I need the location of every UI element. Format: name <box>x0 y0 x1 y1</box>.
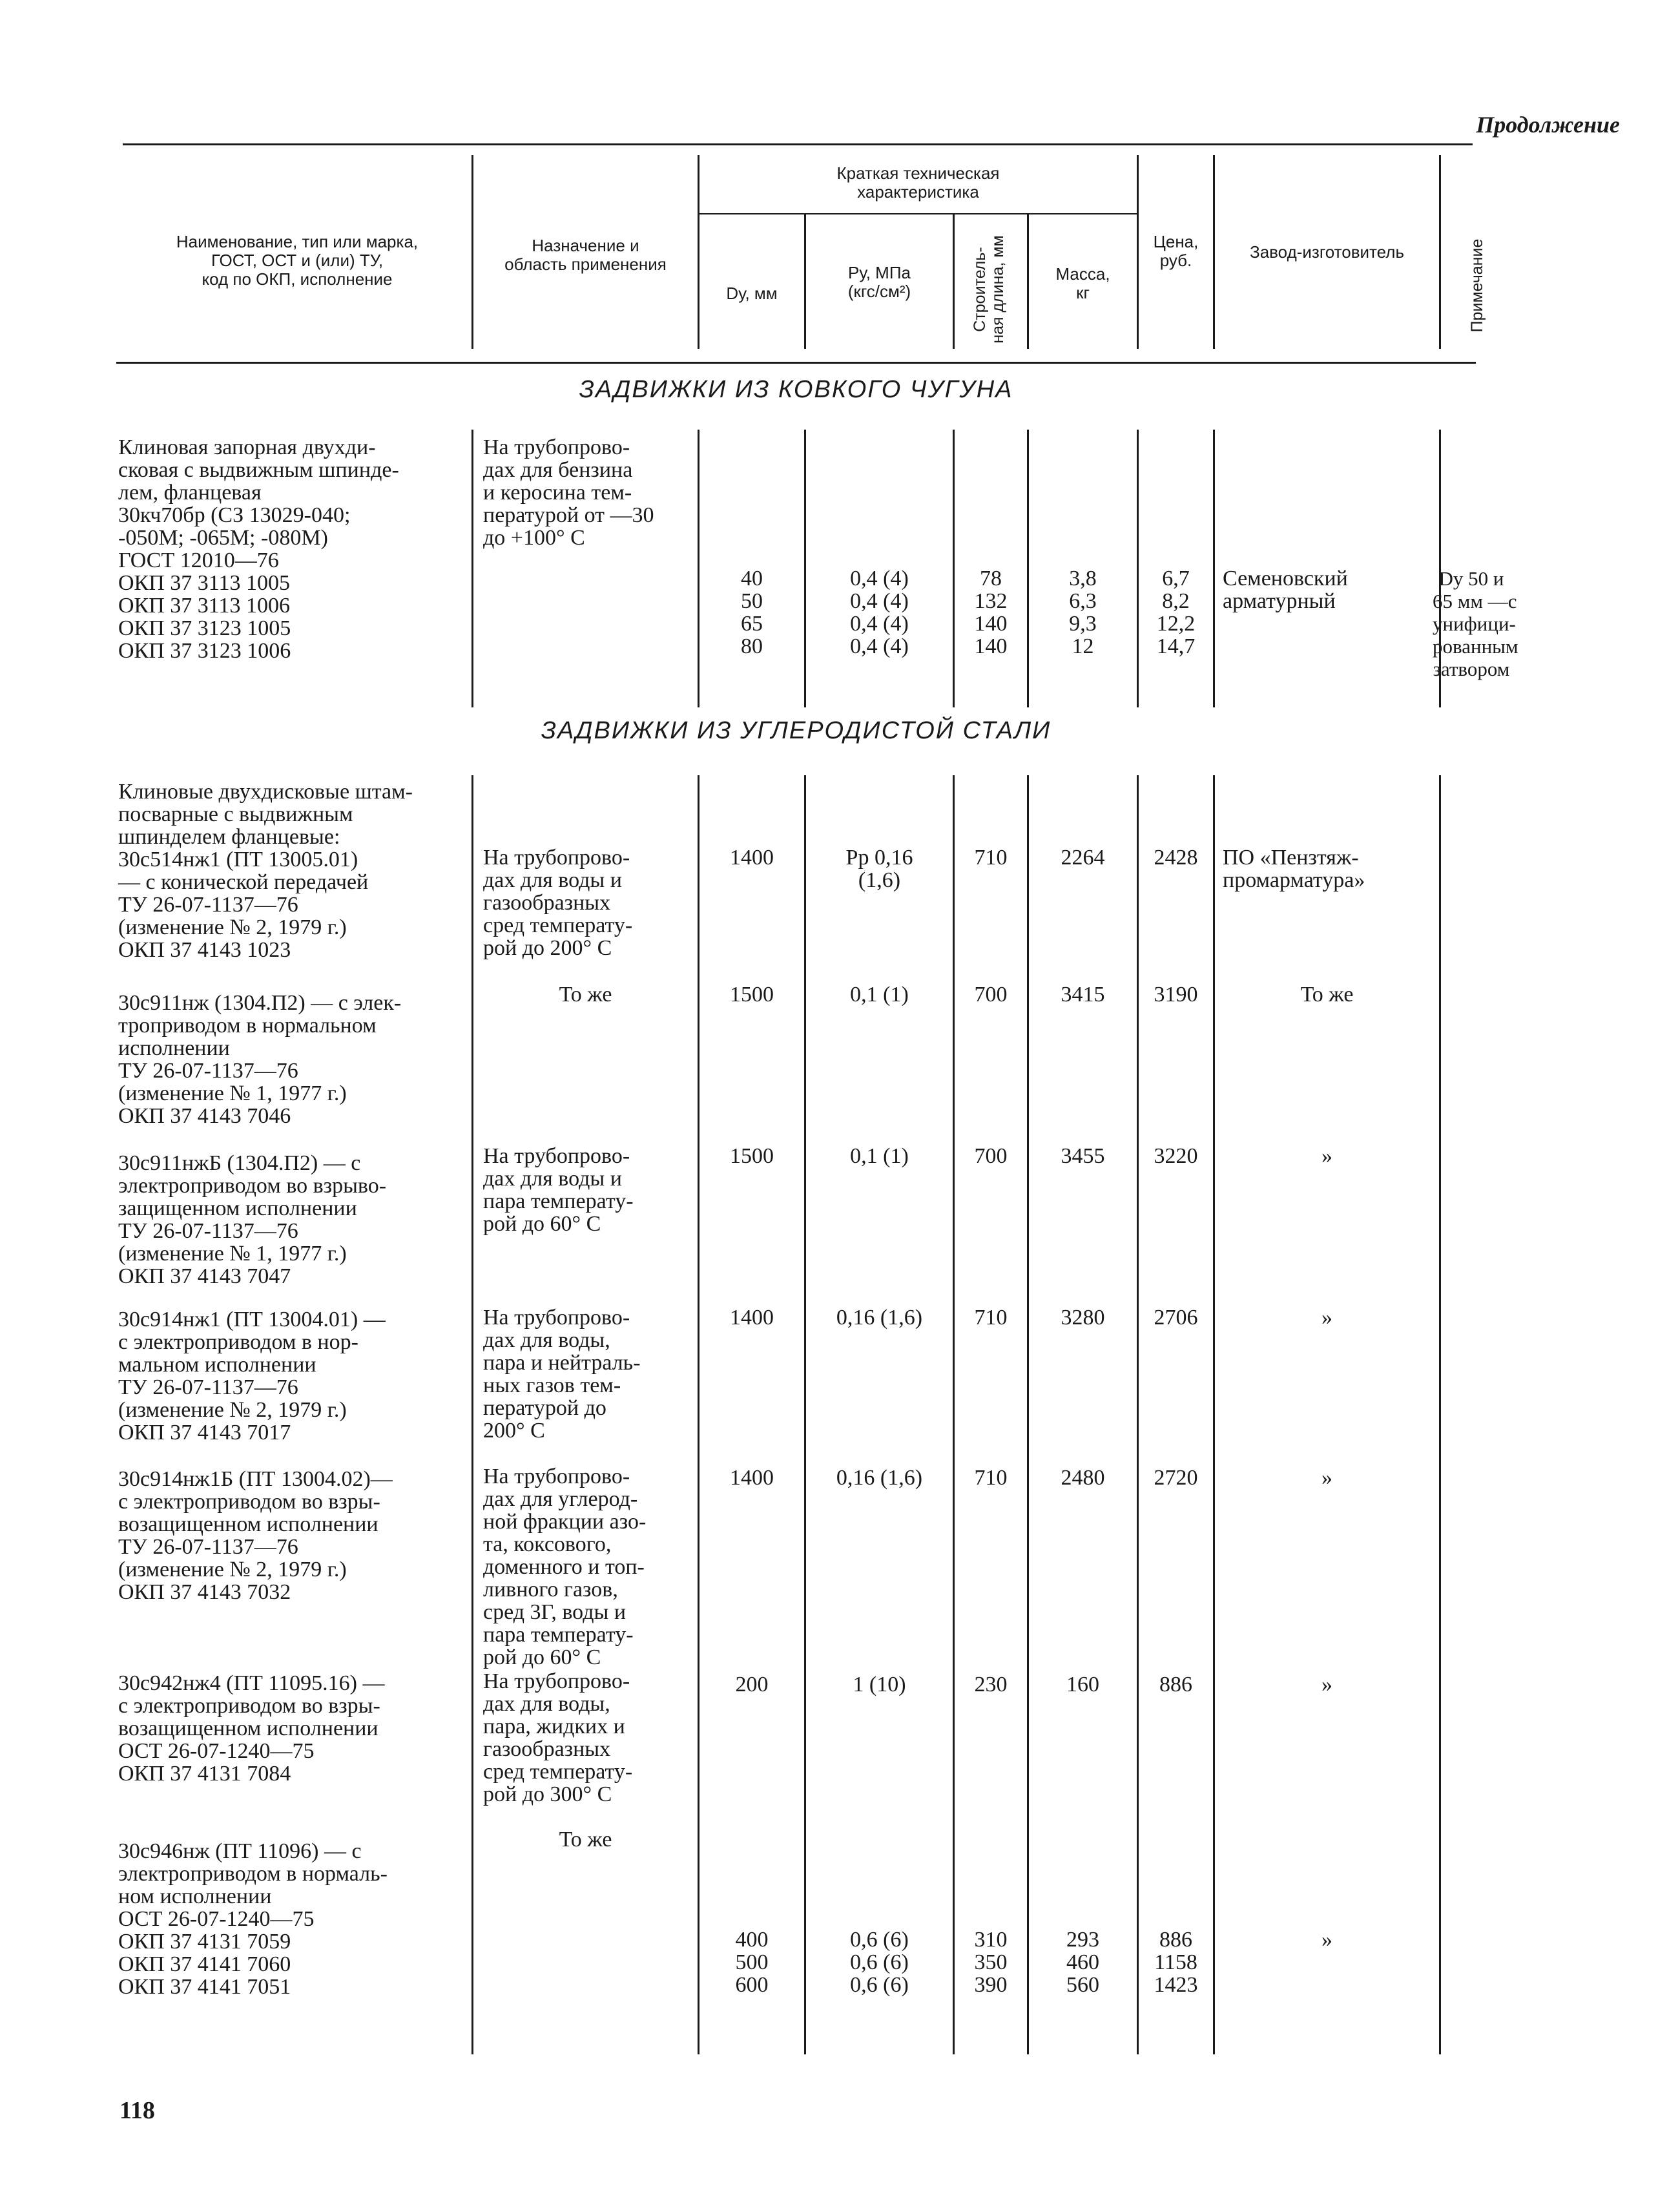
row-name: 30с911нжБ (1304.П2) — с электроприводом во взрыво- защищенном исполнении ТУ 26-07-1137—76 (изменение № 1, 1977 г.) ОКП 37 4143 7047 <box>118 1151 387 1288</box>
row-dy: 1500 <box>730 983 774 1007</box>
row-py: 0,16 (1,6) <box>836 1466 923 1490</box>
row-plant: То же <box>1300 983 1354 1007</box>
row-purpose: На трубопрово- дах для воды и газообразных сред температу- рой до 200° С <box>483 846 633 960</box>
row-price: 6,7 8,2 12,2 14,7 <box>1156 567 1196 658</box>
column-rule <box>1137 775 1139 2054</box>
row-purpose: На трубопрово- дах для воды и пара температу- рой до 60° С <box>483 1144 634 1236</box>
row-name: 30с914нж1 (ПТ 13004.01) — с электроприводом в нор- мальном исполнении ТУ 26-07-1137—76 (изменение № 2, 1979 г.) ОКП 37 4143 7017 <box>118 1308 386 1445</box>
header-name: Наименование, тип или марка, ГОСТ, ОСТ и (или) ТУ, код по ОКП, исполнение <box>176 232 419 289</box>
header-note: Примечание <box>1468 238 1486 333</box>
row-py: Pр 0,16 (1,6) <box>845 846 913 892</box>
row-plant: » <box>1321 1144 1332 1168</box>
column-rule <box>953 775 955 2054</box>
row-length: 710 <box>974 1466 1008 1490</box>
row-mass: 3,8 6,3 9,3 12 <box>1069 567 1097 658</box>
row-name: 30с942нж4 (ПТ 11095.16) — с электроприводом во взры- возащищенном исполнении ОСТ 26-07-1240—75 ОКП 37 4131 7084 <box>118 1671 385 1786</box>
header-plant: Завод-изготовитель <box>1250 242 1404 262</box>
continuation-label: Продолжение <box>1476 112 1620 138</box>
header-mass: Масса, кг <box>1055 264 1110 302</box>
row-mass: 3415 <box>1061 983 1105 1007</box>
row-plant: » <box>1321 1306 1332 1330</box>
column-rule <box>1213 430 1215 707</box>
row-price: 2720 <box>1154 1466 1198 1490</box>
row-name: Клиновые двухдисковые штам- посварные с выдвижным шпинделем фланцевые: 30с514нж1 (ПТ 13005.01) — с конической передачей ТУ 26-07-1137—76 (изменение № 2, 1979 г.) ОКП 37 4143 1023 <box>118 780 413 962</box>
row-name: 30с911нж (1304.П2) — с элек- троприводом в нормальном исполнении ТУ 26-07-1137—76 (изменение № 1, 1977 г.) ОКП 37 4143 7046 <box>118 991 402 1128</box>
row-py: 0,4 (4) 0,4 (4) 0,4 (4) 0,4 (4) <box>850 567 909 658</box>
section-title-malleable-iron: ЗАДВИЖКИ ИЗ КОВКОГО ЧУГУНА <box>579 376 1013 403</box>
row-mass: 160 <box>1066 1673 1099 1696</box>
header-bottom-rule <box>116 362 1476 364</box>
row-plant: » <box>1321 1928 1332 1952</box>
header-price: Цена, руб. <box>1153 232 1199 270</box>
row-mass: 3280 <box>1061 1306 1105 1330</box>
row-length: 710 <box>974 1306 1008 1330</box>
row-purpose: На трубопрово- дах для воды, пара и нейтраль- ных газов тем- пературой до 200° С <box>483 1306 641 1443</box>
column-rule <box>471 430 473 707</box>
row-dy: 40 50 65 80 <box>741 567 763 658</box>
row-dy: 400 500 600 <box>735 1928 769 1997</box>
row-plant: » <box>1321 1466 1332 1490</box>
row-plant: » <box>1321 1673 1332 1696</box>
header-top-rule <box>123 143 1473 145</box>
row-purpose: На трубопрово- дах для бензина и керосина тем- пературой от —30 до +100° С <box>483 435 654 550</box>
row-py: 0,1 (1) <box>850 1144 909 1168</box>
row-py: 0,1 (1) <box>850 983 909 1007</box>
column-rule <box>1027 775 1029 2054</box>
header-sub-rule <box>698 213 1137 214</box>
row-price: 2706 <box>1154 1306 1198 1330</box>
row-mass: 2264 <box>1061 846 1105 870</box>
row-purpose: То же <box>559 983 612 1007</box>
row-dy: 200 <box>735 1673 769 1696</box>
row-length: 710 <box>974 846 1008 870</box>
row-dy: 1500 <box>730 1144 774 1168</box>
row-length: 78 132 140 140 <box>974 567 1008 658</box>
header-divider <box>953 214 955 349</box>
row-py: 0,16 (1,6) <box>836 1306 923 1330</box>
row-price: 3190 <box>1154 983 1198 1007</box>
section-title-carbon-steel: ЗАДВИЖКИ ИЗ УГЛЕРОДИСТОЙ СТАЛИ <box>541 717 1051 744</box>
row-price: 3220 <box>1154 1144 1198 1168</box>
row-plant: Семеновский арматурный <box>1223 567 1348 613</box>
row-plant: ПО «Пензтяж- промарматура» <box>1223 846 1365 892</box>
row-length: 310 350 390 <box>974 1928 1008 1997</box>
row-length: 230 <box>974 1673 1008 1696</box>
header-divider <box>1439 155 1441 349</box>
page-number: 118 <box>119 2097 155 2124</box>
header-length: Строитель- ная длина, мм <box>971 235 1007 344</box>
row-price: 886 <box>1159 1673 1192 1696</box>
row-name: 30с946нж (ПТ 11096) — с электроприводом в нормаль- ном исполнении ОСТ 26-07-1240—75 ОКП 37 4131 7059 ОКП 37 4141 7060 ОКП 37 4141 7051 <box>118 1839 388 1999</box>
header-dy: Dу, мм <box>726 284 778 303</box>
row-dy: 1400 <box>730 1466 774 1490</box>
row-note: Dу 50 и 65 мм —с унифици- рованным затвором <box>1433 567 1518 680</box>
row-name: Клиновая запорная двухди- сковая с выдвижным шпинде- лем, фланцевая 30кч70бр (СЗ 13029-040; -050М; -065М; -080М) ГОСТ 12010—76 ОКП 37 3113 1005 ОКП 37 3113 1006 ОКП 37 3123 1005 ОКП 37 3123 1006 <box>118 435 399 663</box>
row-purpose: На трубопрово- дах для углерод- ной фракции азо- та, коксового, доменного и топ- ливного газов, сред 3Г, воды и пара температу- рой до 60° С <box>483 1465 647 1669</box>
row-py: 0,6 (6) 0,6 (6) 0,6 (6) <box>850 1928 909 1997</box>
row-mass: 3455 <box>1061 1144 1105 1168</box>
header-py: Pу, МПа (кгс/см²) <box>847 263 911 301</box>
column-rule <box>1439 775 1441 2054</box>
row-dy: 1400 <box>730 1306 774 1330</box>
column-rule <box>471 775 473 2054</box>
row-length: 700 <box>974 1144 1008 1168</box>
row-price: 886 1158 1423 <box>1154 1928 1198 1997</box>
row-price: 2428 <box>1154 846 1198 870</box>
row-mass: 293 460 560 <box>1066 1928 1099 1997</box>
row-py: 1 (10) <box>853 1673 906 1696</box>
row-length: 700 <box>974 983 1008 1007</box>
column-rule <box>804 775 806 2054</box>
header-purpose: Назначение и область применения <box>504 236 667 274</box>
row-mass: 2480 <box>1061 1466 1105 1490</box>
header-brief-characteristics: Краткая техническая характеристика <box>836 163 1000 202</box>
row-dy: 1400 <box>730 846 774 870</box>
column-rule <box>1213 775 1215 2054</box>
row-purpose: То же <box>559 1828 612 1852</box>
column-rule <box>698 775 699 2054</box>
row-name: 30с914нж1Б (ПТ 13004.02)— с электроприводом во взры- возащищенном исполнении ТУ 26-07-1137—76 (изменение № 2, 1979 г.) ОКП 37 4143 7032 <box>118 1467 393 1604</box>
row-purpose: На трубопрово- дах для воды, пара, жидких и газообразных сред температу- рой до 300° С <box>483 1669 633 1806</box>
